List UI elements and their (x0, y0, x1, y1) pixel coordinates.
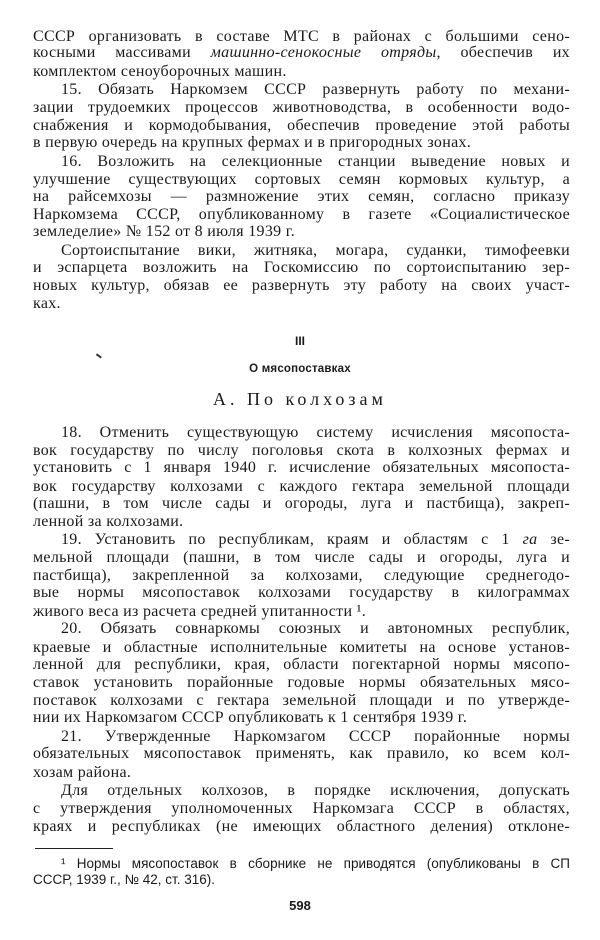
text-line: зации трудоемких процессов животноводства, в особенности водо- (33, 99, 570, 116)
text-line: Наркомзема СССР, опубликованному в газете «Социалистическое (33, 206, 570, 223)
text-line: с утверждения уполномоченных Наркомзага СССР в областях, (33, 800, 570, 817)
text-line: установить с 1 января 1940 г. исчисление обязательных мясопоста- (33, 459, 570, 476)
text-line: Сортоиспытание вики, житняка, могара, суданки, тимофеевки (61, 242, 570, 259)
text-line: вок государству по числу поголовья скота в колхозных фермах и (33, 442, 570, 459)
text-line: 20. Обязать совнаркомы союзных и автономных республик, (61, 620, 570, 637)
text-line: комплектом сеноуборочных машин. (33, 63, 287, 80)
text-line: улучшение существующих сортовых семян кормовых культур, а (33, 171, 570, 188)
text-line: ках. (33, 295, 61, 312)
stray-mark (96, 353, 102, 358)
text-line: новых культур, обязав ее развернуть эту работу на своих участ- (33, 277, 570, 294)
text-line: 21. Утвержденные Наркомзагом СССР порайонные нормы (61, 728, 570, 745)
text-line: 15. Обязать Наркомзем СССР развернуть работу по механи- (61, 81, 570, 98)
footnote-divider (35, 848, 113, 849)
text-line: (пашни, в том числе сады и огороды, луга и пастбища), закреп- (33, 495, 570, 512)
text-line: Для отдельных колхозов, в порядке исключения, допускать (61, 782, 570, 799)
italic-text: га (522, 531, 538, 548)
text-line: вые нормы мясопоставок колхозами государству в килограммах (33, 584, 570, 601)
text-line: на райсемхозы — размножение этих семян, согласно приказу (33, 188, 570, 205)
text-line: ленной для республики, края, области погектарной нормы мясопо- (33, 656, 570, 673)
text-segment: косными массивами (33, 44, 211, 61)
text-segment: зе- (537, 531, 570, 548)
text-line: краях и республиках (не имеющих областного деления) отклоне- (33, 818, 570, 835)
text-line: земледелие» № 152 от 8 июля 1939 г. (33, 223, 296, 240)
text-line: пастбища), закрепленной за колхозами, следующие среднегодо- (33, 567, 570, 584)
text-line: вок государству колхозами с каждого гектара земельной площади (33, 478, 570, 495)
italic-text: машинно-сенокосные отряды, (210, 44, 441, 61)
text-line: нии их Наркомзагом СССР опубликовать к 1 сентября 1939 г. (33, 709, 468, 726)
text-line: ставок установить порайонные годовые нормы обязательных мясо- (33, 674, 570, 691)
footnote-line: ¹ Нормы мясопоставок в сборнике не приводятся (опубликованы в СП (61, 856, 570, 871)
text-line: краевые и областные исполнительные комитеты на основе установ- (33, 639, 570, 656)
text-line: 16. Возложить на селекционные станции выведение новых и (61, 153, 570, 170)
text-segment: обеспечив их (440, 44, 570, 61)
page-number: 598 (289, 898, 311, 913)
text-line: 18. Отменить существующую систему исчисления мясопоста- (61, 424, 570, 441)
section-title: О мясопоставках (249, 363, 351, 375)
text-line: ленной за колхозами. (33, 513, 184, 530)
section-number: III (294, 334, 305, 348)
text-line: живого веса из расчета средней упитанности ¹. (33, 603, 367, 620)
subsection-title: А. По колхозам (213, 389, 387, 409)
text-line: хозам района. (33, 764, 132, 781)
text-segment: 19. Установить по республикам, краям и областям с 1 (61, 531, 523, 548)
text-line: в первую очередь на крупных фермах и в пригородных зонах. (33, 134, 472, 151)
footnote-line: СССР, 1939 г., № 42, ст. 316). (33, 872, 215, 887)
text-line (33, 44, 570, 62)
text-line: поставок колхозами с гектара земельной площади и по утвержде- (33, 692, 570, 709)
text-line: обязательных мясопоставок применять, как правило, ко всем кол- (33, 745, 570, 762)
text-line: и эспарцета возложить на Госкомиссию по сортоиспытанию зер- (33, 259, 570, 276)
text-line: СССР организовать в составе МТС в районах с большими сено- (33, 28, 570, 45)
text-line (33, 531, 570, 549)
text-line: мельной площади (пашни, в том числе сады и огороды, луга и (33, 549, 570, 566)
text-line: снабжения и кормодобывания, обеспечив проведение этой работы (33, 117, 570, 134)
